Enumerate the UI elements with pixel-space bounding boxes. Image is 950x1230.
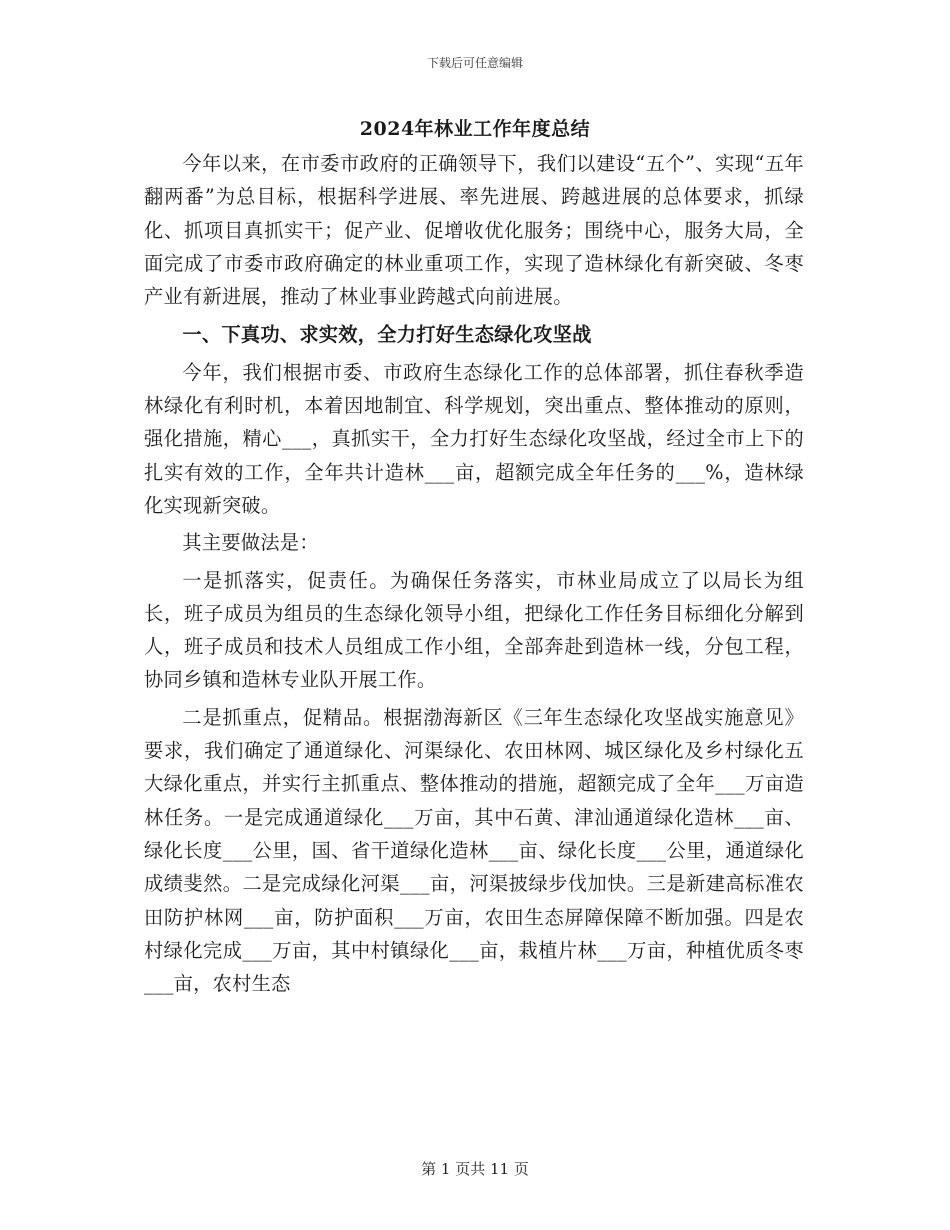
paragraph: 其主要做法是： [182, 531, 319, 555]
section-heading: 一、下真功、求实效，全力打好生态绿化攻坚战 [182, 323, 592, 347]
paragraph: 今年，我们根据市委、市政府生态绿化工作的总体部署，抓住春秋季造林绿化有利时机，本着因地制宜、科学规划，突出重点、整体推动的原则，强化措施，精心___，真抓实干，全力打好生态绿化攻坚战，经过全市上下的扎实有效的工作，全年共计造林___亩，超额完成全年任务的___%，造林绿化实现新突破。 [144, 360, 804, 517]
paragraph: 一是抓落实，促责任。为确保任务落实，市林业局成立了以局长为组长，班子成员为组员的生态绿化领导小组，把绿化工作任务目标细化分解到人，班子成员和技术人员组成工作小组，全部奔赴到造林一线，分包工程，协同乡镇和造林专业队开展工作。 [144, 568, 804, 692]
page-header: 下载后可任意编辑 [426, 56, 523, 70]
paragraph: 二是抓重点，促精品。根据渤海新区《三年生态绿化攻坚战实施意见》要求，我们确定了通道绿化、河渠绿化、农田林网、城区绿化及乡村绿化五大绿化重点，并实行主抓重点、整体推动的措施，超额完成了全年___万亩造林任务。一是完成通道绿化___万亩，其中石黄、津汕通道绿化造林___亩、绿化长度___公里，国、省干道绿化造林___亩、绿化长度___公里，通道绿化成绩斐然。二是完成绿化河渠___亩，河渠披绿步伐加快。三是新建高标准农田防护林网___亩，防护面积___万亩，农田生态屏障保障不断加强。四是农村绿化完成___万亩，其中村镇绿化___亩，栽植片林___万亩，种植优质冬枣___亩，农村生态 [144, 705, 804, 996]
intro-paragraph: 今年以来，在市委市政府的正确领导下，我们以建设“五个”、实现“五年翻两番”为总目标，根据科学进展、率先进展、跨越进展的总体要求，抓绿化、抓项目真抓实干；促产业、促增收优化服务；围绕中心，服务大局，全面完成了市委市政府确定的林业重项工作，实现了造林绿化有新突破、冬枣产业有新进展，推动了林业事业跨越式向前进展。 [144, 152, 804, 309]
document-title: 2024年林业工作年度总结 [359, 118, 591, 140]
document-body [144, 147, 804, 1004]
page-footer: 第 1 页共 11 页 [421, 1160, 529, 1178]
